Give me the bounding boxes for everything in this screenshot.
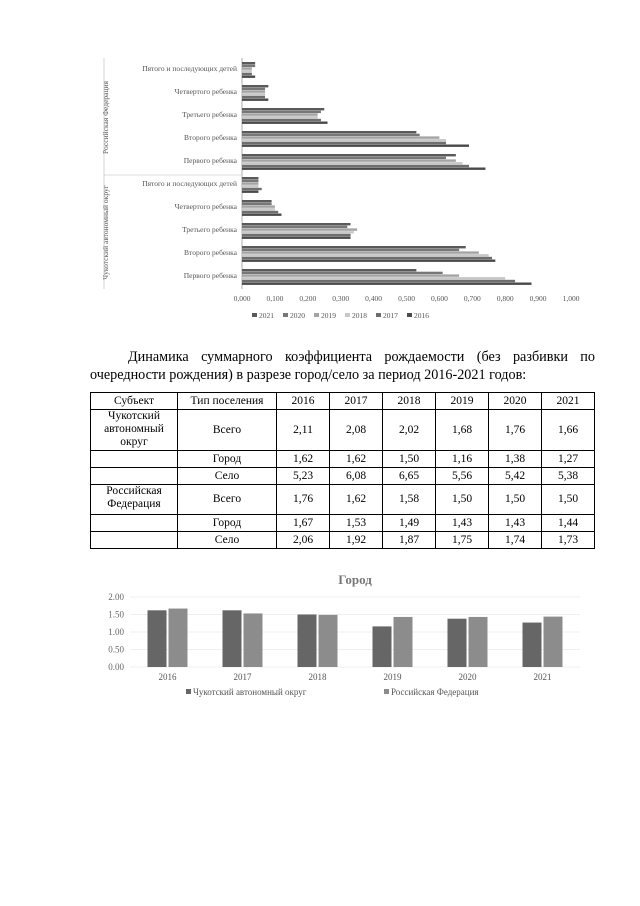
bar	[242, 185, 258, 187]
table-cell: 1,73	[542, 532, 595, 549]
bar	[242, 88, 265, 90]
table-cell: 1,43	[489, 515, 542, 532]
legend-swatch	[376, 313, 381, 317]
x-tick-label: 2016	[158, 672, 177, 682]
legend-label: 2021	[259, 311, 274, 320]
subject-cell: Чукотский автономный округ	[91, 410, 178, 451]
bar	[469, 617, 488, 667]
bar	[242, 203, 272, 205]
subject-cell: Российская Федерация	[91, 485, 178, 515]
chart-birth-order	[0, 0, 640, 330]
bar	[242, 191, 258, 193]
bar	[242, 165, 469, 167]
table-cell: 6,65	[383, 468, 436, 485]
bar	[242, 113, 318, 115]
subject-cell-empty	[91, 532, 178, 549]
legend-swatch	[252, 313, 257, 317]
table-cell: 5,56	[436, 468, 489, 485]
bar	[223, 610, 242, 667]
bar	[242, 119, 321, 121]
bar	[242, 274, 459, 276]
table-cell: 1,50	[542, 485, 595, 515]
bar	[242, 200, 272, 202]
table-cell: 2,06	[277, 532, 330, 549]
table-cell: Село	[178, 532, 277, 549]
category-label: Второго ребенка	[184, 133, 237, 142]
table-cell: 1,76	[489, 410, 542, 451]
table-cell: 1,76	[277, 485, 330, 515]
subject-cell-empty	[91, 515, 178, 532]
bar	[242, 73, 252, 75]
x-tick-label: 0,000	[233, 294, 251, 303]
legend-swatch	[314, 313, 319, 317]
legend-label: Чукотский автономный округ	[193, 687, 307, 697]
table-cell: 5,23	[277, 468, 330, 485]
table-cell: 1,50	[383, 451, 436, 468]
bar	[242, 208, 275, 210]
bar	[394, 617, 413, 667]
table-header-cell: 2021	[542, 393, 595, 410]
table-row	[91, 410, 595, 451]
fertility-table	[90, 392, 595, 549]
bar	[242, 90, 265, 92]
bar	[242, 111, 321, 113]
table-cell: 1,50	[436, 485, 489, 515]
bar	[242, 234, 351, 236]
category-label: Третьего ребенка	[182, 110, 237, 119]
bar	[242, 157, 446, 159]
table-cell: Всего	[178, 485, 277, 515]
bar	[242, 269, 416, 271]
x-tick-label: 2021	[533, 672, 552, 682]
subject-cell-empty	[91, 451, 178, 468]
x-tick-label: 0,400	[365, 294, 383, 303]
x-tick-label: 2018	[308, 672, 327, 682]
bar	[242, 99, 268, 101]
category-label: Первого ребенка	[183, 271, 237, 280]
bar	[242, 254, 489, 256]
y-tick-label: 1.50	[108, 609, 124, 620]
table-cell: 1,62	[330, 485, 383, 515]
group-label: Чукотский автономный округ	[101, 185, 110, 280]
bar	[242, 159, 456, 161]
bar	[242, 211, 278, 213]
table-row	[91, 451, 595, 468]
bar	[242, 246, 466, 248]
table-cell: 1,58	[383, 485, 436, 515]
table-cell: 1,44	[542, 515, 595, 532]
table-cell: 1,75	[436, 532, 489, 549]
table-cell: 6,08	[330, 468, 383, 485]
legend-label: 2017	[383, 311, 398, 320]
table-cell: Город	[178, 451, 277, 468]
bar	[319, 615, 338, 667]
bar	[373, 626, 392, 667]
bar	[242, 96, 265, 98]
x-tick-label: 0,300	[332, 294, 350, 303]
bar	[523, 623, 542, 667]
legend-label: Российская Федерация	[391, 687, 479, 697]
chart-city	[0, 565, 640, 715]
table-header-cell: 2018	[383, 393, 436, 410]
category-label: Пятого и последующих детей	[142, 179, 237, 188]
bar	[242, 177, 258, 179]
table-cell: Всего	[178, 410, 277, 451]
table-header-cell: 2019	[436, 393, 489, 410]
bar	[242, 251, 479, 253]
legend-swatch	[186, 689, 191, 694]
bar	[544, 617, 563, 667]
category-label: Первого ребенка	[183, 156, 237, 165]
bar	[242, 85, 268, 87]
table-cell: 1,62	[277, 451, 330, 468]
legend-swatch	[283, 313, 288, 317]
table-cell: 2,02	[383, 410, 436, 451]
bar	[242, 168, 485, 170]
bar	[242, 67, 252, 69]
table-cell: 1,38	[489, 451, 542, 468]
bar	[242, 182, 258, 184]
y-tick-label: 2.00	[108, 592, 124, 602]
chart-title: Город	[338, 572, 372, 587]
table-cell: 1,66	[542, 410, 595, 451]
x-tick-label: 2017	[233, 672, 252, 682]
bar	[244, 613, 263, 667]
table-cell: 1,49	[383, 515, 436, 532]
category-label: Второго ребенка	[184, 248, 237, 257]
table-cell: 1,92	[330, 532, 383, 549]
table-cell: 5,38	[542, 468, 595, 485]
bar	[169, 609, 188, 667]
table-cell: 2,11	[277, 410, 330, 451]
x-tick-label: 0,100	[266, 294, 284, 303]
bar	[242, 70, 252, 72]
bar	[242, 188, 262, 190]
table-row	[91, 515, 595, 532]
category-label: Пятого и последующих детей	[142, 64, 237, 73]
table-cell: 1,27	[542, 451, 595, 468]
bar	[148, 610, 167, 667]
table-cell: 2,08	[330, 410, 383, 451]
bar	[242, 272, 443, 274]
x-tick-label: 0,600	[430, 294, 448, 303]
x-tick-label: 2019	[383, 672, 402, 682]
x-tick-label: 0,200	[299, 294, 317, 303]
table-row	[91, 468, 595, 485]
category-label: Четвертого ребенка	[174, 87, 237, 96]
table-cell: Город	[178, 515, 277, 532]
table-cell: Село	[178, 468, 277, 485]
bar	[242, 62, 255, 64]
bar	[242, 76, 255, 78]
paragraph-text: Динамика суммарного коэффициента рождаемости (без разбивки по очередности рождения) в разрезе город/село за период 2016-2021 годов:	[90, 349, 595, 383]
bar	[242, 249, 459, 251]
bar	[298, 615, 317, 668]
table-header-cell: 2020	[489, 393, 542, 410]
group-label: Российская Федерация	[101, 81, 110, 154]
bar	[242, 226, 347, 228]
bar	[242, 162, 462, 164]
table-cell: 1,68	[436, 410, 489, 451]
bar	[242, 122, 328, 124]
table-cell: 1,67	[277, 515, 330, 532]
bar	[242, 214, 281, 216]
bar	[242, 145, 469, 147]
table-header-cell: Субъект	[91, 393, 178, 410]
bar	[242, 134, 420, 136]
table-header-cell: 2016	[277, 393, 330, 410]
x-tick-label: 1,000	[562, 294, 580, 303]
bar	[242, 139, 446, 141]
table-header-cell: 2017	[330, 393, 383, 410]
bar	[242, 180, 258, 182]
bar	[242, 108, 324, 110]
bar	[448, 619, 467, 667]
bar	[242, 283, 532, 285]
bar	[242, 136, 439, 138]
bar	[242, 257, 492, 259]
subject-cell-empty	[91, 468, 178, 485]
table-header-cell: Тип поселения	[178, 393, 277, 410]
x-tick-label: 0,500	[398, 294, 415, 303]
x-tick-label: 0,800	[496, 294, 514, 303]
bar	[242, 93, 265, 95]
y-tick-label: 0.00	[108, 662, 124, 672]
x-tick-label: 2020	[458, 672, 477, 682]
table-cell: 1,16	[436, 451, 489, 468]
bar	[242, 142, 446, 144]
table-row	[91, 485, 595, 515]
bar	[242, 277, 505, 279]
bar	[242, 280, 515, 282]
table-cell: 1,43	[436, 515, 489, 532]
legend-swatch	[407, 313, 412, 317]
bar	[242, 260, 495, 262]
table-cell: 1,74	[489, 532, 542, 549]
bar	[242, 205, 275, 207]
y-tick-label: 0.50	[108, 644, 124, 655]
table-cell: 5,42	[489, 468, 542, 485]
table-cell: 1,87	[383, 532, 436, 549]
legend-label: 2019	[321, 311, 336, 320]
table-row	[91, 532, 595, 549]
category-label: Третьего ребенка	[182, 225, 237, 234]
bar	[242, 228, 357, 230]
bar	[242, 131, 416, 133]
bar	[242, 116, 318, 118]
legend-label: 2016	[414, 311, 429, 320]
legend-swatch	[345, 313, 350, 317]
table-cell: 1,62	[330, 451, 383, 468]
category-label: Четвертого ребенка	[174, 202, 237, 211]
x-tick-label: 0,900	[529, 294, 547, 303]
bar	[242, 231, 354, 233]
bar	[242, 237, 351, 239]
x-tick-label: 0,700	[463, 294, 481, 303]
legend-label: 2018	[352, 311, 367, 320]
bar	[242, 223, 351, 225]
table-cell: 1,50	[489, 485, 542, 515]
bar	[242, 65, 255, 67]
legend-label: 2020	[290, 311, 305, 320]
y-tick-label: 1.00	[108, 627, 124, 637]
table-cell: 1,53	[330, 515, 383, 532]
table-header-row	[91, 393, 595, 410]
legend-swatch	[384, 689, 389, 694]
bar	[242, 154, 456, 156]
